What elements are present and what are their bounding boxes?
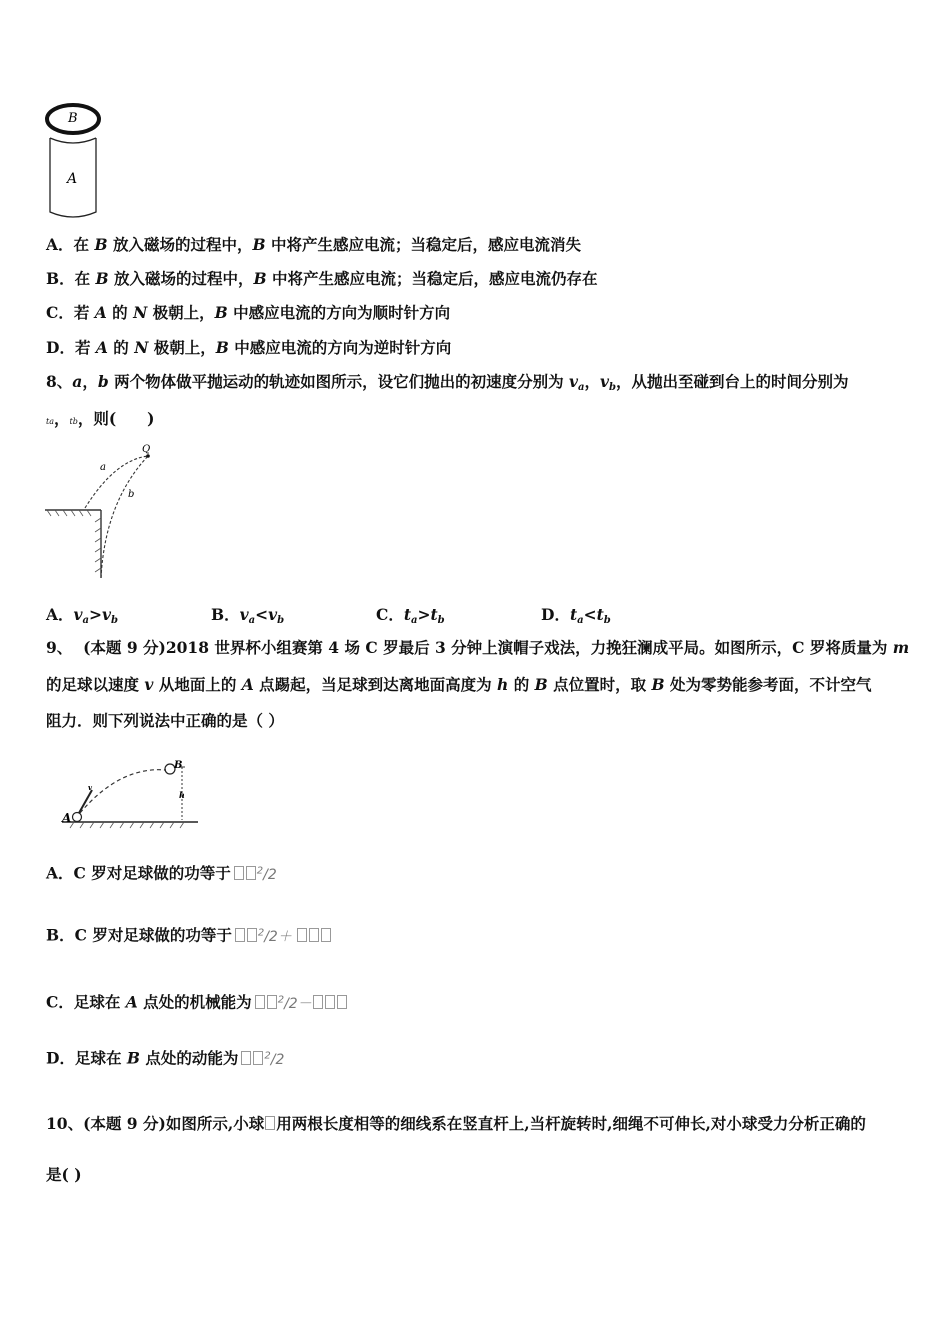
- label-h: h: [179, 790, 185, 800]
- q9-stem-line3: 阻力．则下列说法中正确的是（ ）: [46, 711, 284, 730]
- q8-stem: 8、a，b 两个物体做平抛运动的轨迹如图所示，设它们抛出的初速度分别为 $v_a$，$v_b$，从抛出至碰到台上的时间分别为: [46, 372, 849, 393]
- path-a: [85, 456, 148, 508]
- label-v: v: [88, 783, 93, 792]
- path-b-label: b: [128, 489, 135, 500]
- q9-stem-line2: 的足球以速度 v 从地面上的 A 点踢起，当足球到达离地面高度为 h 的 B 点位置时，取 B 处为零势能参考面，不计空气: [46, 675, 872, 694]
- q7-option-c[interactable]: C．若 A 的 N 极朝上，B 中感应电流的方向为顺时针方向: [46, 303, 451, 322]
- q8-option-a[interactable]: A．$v_a>v_b$: [46, 605, 119, 626]
- q8-stem-line2: ta，tb，则( ): [46, 409, 155, 428]
- formula: $^2$/2: [240, 1052, 284, 1068]
- magnet-ring-figure: [40, 100, 110, 225]
- ring-label: B: [68, 111, 78, 126]
- path-a-label: a: [100, 462, 106, 473]
- label-a: A: [62, 811, 72, 825]
- formula: $^2$/2＋: [234, 929, 332, 945]
- q9-stem-line1: 9、 (本题 9 分)2018 世界杯小组赛第 4 场 C 罗最后 3 分钟上演帽子戏法，力挽狂澜成平局。如图所示，C 罗将质量为 m: [46, 638, 910, 657]
- q8-option-c[interactable]: C．$t_a>t_b$: [376, 605, 445, 626]
- q7-option-d[interactable]: D．若 A 的 N 极朝上，B 中感应电流的方向为逆时针方向: [46, 338, 452, 357]
- point-q: Q: [142, 444, 151, 455]
- q8-option-b[interactable]: B．$v_a<v_b$: [211, 605, 285, 626]
- label-b: B: [174, 760, 183, 771]
- path-b: [101, 456, 148, 578]
- q9-option-d[interactable]: D．足球在 B 点处的动能为 $^2$/2: [46, 1048, 285, 1068]
- q10-stem-line1: 10、(本题 9 分)如图所示,小球 用两根长度相等的细线系在竖直杆上,当杆旋转时,细绳不可伸长,对小球受力分析正确的: [46, 1114, 866, 1133]
- q7-option-a[interactable]: A．在 B 放入磁场的过程中，B 中将产生感应电流；当稳定后，感应电流消失: [46, 235, 581, 254]
- q10-stem-line2: 是( ): [46, 1165, 82, 1184]
- formula: $^2$/2－: [254, 996, 348, 1012]
- q7-option-b[interactable]: B．在 B 放入磁场的过程中，B 中将产生感应电流；当稳定后，感应电流仍存在: [46, 269, 598, 288]
- q9-option-a[interactable]: A．C 罗对足球做的功等于 $^2$/2: [46, 863, 277, 883]
- projectile-figure: [45, 442, 175, 582]
- q8-option-d[interactable]: D．$t_a<t_b$: [541, 605, 611, 626]
- q9-option-b[interactable]: B．C 罗对足球做的功等于 $^2$/2＋: [46, 922, 332, 948]
- formula: $^2$/2: [233, 867, 277, 883]
- football-figure: [60, 758, 210, 833]
- cylinder-label: A: [67, 171, 78, 187]
- q9-option-c[interactable]: C．足球在 A 点处的机械能为 $^2$/2－: [46, 989, 348, 1015]
